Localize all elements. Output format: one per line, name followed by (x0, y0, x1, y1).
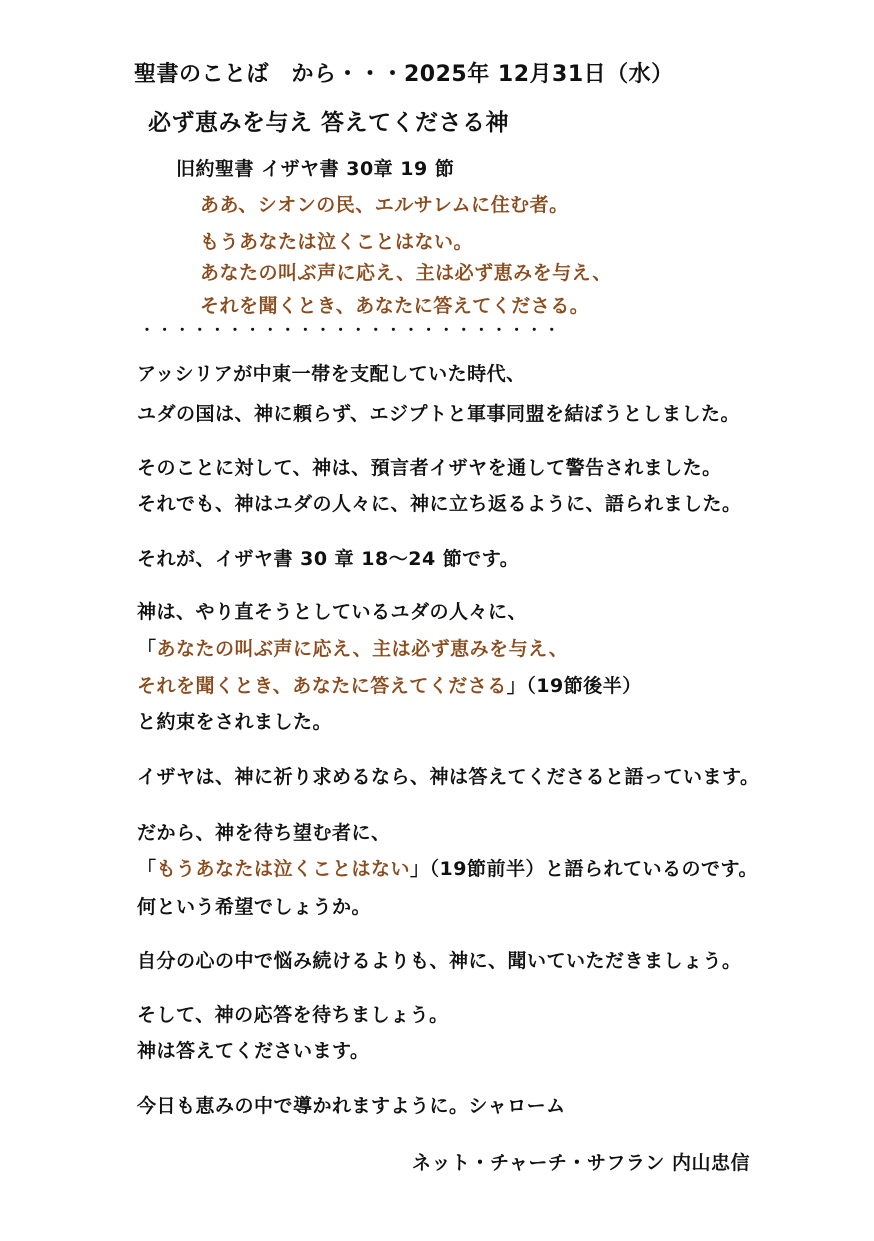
body-text-line: 今日も恵みの中で導かれますように。シャローム (137, 1095, 566, 1117)
document-subtitle: 必ず恵みを与え 答えてくださる神 (148, 110, 510, 136)
body-text-line: だから、神を待ち望む者に、 (137, 822, 391, 844)
quote-open-mark: 「 (137, 638, 157, 660)
body-text-line: そして、神の応答を待ちましょう。 (137, 1004, 449, 1026)
body-text-line: ユダの国は、神に頼らず、エジプトと軍事同盟を結ぼうとしました。 (137, 403, 740, 425)
body-text-line: それでも、神はユダの人々に、神に立ち返るように、語られました。 (137, 493, 742, 515)
body-text-line: 神は答えてくださいます。 (137, 1040, 370, 1062)
body-text-line: 自分の心の中で悩み続けるよりも、神に、聞いていただきましょう。 (137, 950, 742, 972)
quote-citation: 」（19節後半） (506, 675, 642, 697)
scripture-verse-line: ああ、シオンの民、エルサレムに住む者。 (200, 194, 569, 216)
body-text-line: イザヤは、神に祈り求めるなら、神は答えてくださると語っています。 (137, 766, 760, 788)
body-text-line: 神は、やり直そうとしているユダの人々に、 (137, 601, 528, 623)
quote-line (137, 671, 642, 698)
body-text-line: と約束をされました。 (137, 711, 333, 733)
quoted-verse-text: あなたの叫ぶ声に応え、主は必ず恵みを与え、 (156, 638, 569, 660)
body-text-line: 何という希望でしょうか。 (137, 896, 372, 918)
author-signature: ネット・チャーチ・サフラン 内山忠信 (412, 1152, 751, 1174)
quote-line (137, 854, 758, 881)
quoted-verse-text: それを聞くとき、あなたに答えてくださる (137, 675, 507, 697)
quote-line (137, 634, 568, 661)
separator-dots: ・・・・・・・・・・・・・・・・・・・・・・・・ (140, 323, 563, 339)
scripture-verse-line: それを聞くとき、あなたに答えてくださる。 (200, 295, 590, 317)
body-text-line: そのことに対して、神は、預言者イザヤを通して警告されました。 (137, 457, 722, 479)
document-title: 聖書のことば から・・・2025年 12月31日（水） (134, 62, 674, 87)
scripture-reference: 旧約聖書 イザヤ書 30章 19 節 (176, 158, 455, 180)
body-text-line: それが、イザヤ書 30 章 18～24 節です。 (137, 548, 520, 570)
scripture-verse-line: もうあなたは泣くことはない。 (200, 231, 474, 253)
quoted-verse-text: もうあなたは泣くことはない (156, 858, 411, 880)
body-text-line: アッシリアが中東一帯を支配していた時代、 (137, 363, 526, 385)
quote-open-mark: 「 (137, 858, 157, 880)
scripture-verse-line: あなたの叫ぶ声に応え、主は必ず恵みを与え、 (200, 262, 612, 284)
quote-citation: 」（19節前半）と語られているのです。 (410, 858, 758, 880)
